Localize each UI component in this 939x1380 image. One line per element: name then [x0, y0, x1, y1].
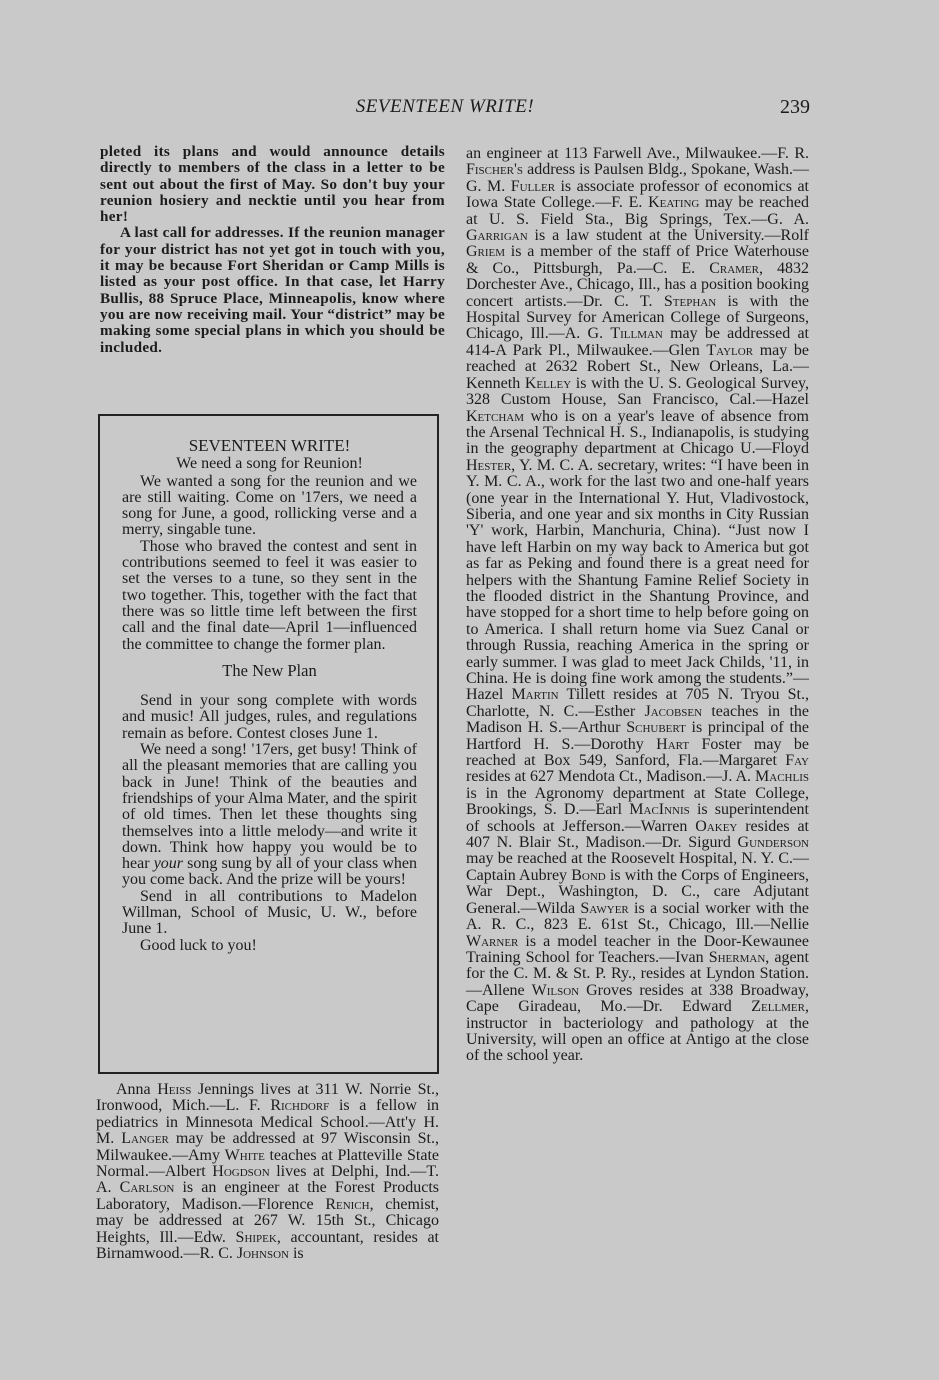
person-surname: Johnson: [236, 1245, 289, 1263]
text-run: is a fellow in pediatrics in Minnesota Medical School.—Att'y H. M.: [96, 1097, 440, 1148]
person-surname: Warner: [466, 932, 519, 950]
person-surname: MacInnis: [629, 801, 690, 819]
box-paragraph: Good luck to you!: [140, 936, 257, 954]
alumni-notes-right: [466, 146, 809, 1065]
text-run: resides at 627 Mendota Ct., Madison.—J. A.: [466, 768, 756, 786]
text-run: is with the Corps of Engineers, War Dept., Washington, D. C., care Adjutant General.—Wilda: [466, 866, 809, 917]
person-surname: Fischer's: [466, 161, 524, 179]
text-run: resides at 407 N. Blair St., Madison.—Dr. Sigurd: [466, 817, 810, 852]
person-surname: Sherman: [708, 948, 766, 966]
running-title: SEVENTEEN WRITE!: [355, 96, 535, 117]
person-surname: Heiss: [157, 1081, 192, 1098]
text-run: is a law student at the University.—Rolf: [527, 227, 809, 245]
text-run: is with the U. S. Geological Survey, 328 Custom House, San Francisco, Cal.—Hazel: [466, 374, 810, 409]
person-surname: Wilson: [531, 981, 580, 999]
text-run: is: [288, 1245, 304, 1263]
text-run: is a social worker with the A. R. C., 823 E. 61st St., Chicago, Ill.—Nellie: [466, 899, 809, 934]
text-run: may be reached at the Roosevelt Hospital, N. Y. C.—Captain Aubrey: [466, 850, 809, 884]
person-surname: Garrigan: [466, 227, 528, 245]
text-run: may be reached at U. S. Field Sta., Big Springs, Tex.—G. A.: [466, 194, 809, 228]
text-run: is with the Hospital Survey for American College of Surgeons, Chicago, Ill.—A. G.: [466, 292, 810, 343]
song-contest-content: [122, 438, 417, 954]
address-call-paragraph: A last call for addresses. If the reunion manager for your district has not yet got in touch with you, it may be because Fort Sheridan or Camp Mills is listed as your post office. In that case, let Harry Bullis, 88 Spruce Place, Minneapolis, know where you are now receiving mail. Your “district” may be making some special plans in which you should be included.: [100, 224, 445, 356]
box-paragraph: Send in all contributions to Madelon Willman, School of Music, U. W., before June 1.: [122, 887, 417, 938]
text-run: address is Paulsen Bldg., Spokane, Wash.—G. M.: [466, 161, 809, 195]
reunion-notice-paragraph: pleted its plans and would announce details directly to members of the class in a letter to be sent out about the first of May. So don't buy your reunion hosiery and necktie until you hear from her!: [100, 143, 445, 226]
text-run: , chemist, may be addressed at 267 W. 15th St., Chicago Heights, Ill.—Edw.: [96, 1195, 440, 1246]
person-surname: Hester: [466, 456, 512, 474]
person-surname: Fuller: [510, 177, 556, 195]
alumni-notes-paragraph: [96, 1082, 439, 1262]
person-surname: White: [224, 1146, 265, 1164]
person-surname: Hogdson: [212, 1163, 270, 1181]
text-run: lives at Delphi, Ind.—T. A.: [96, 1163, 440, 1197]
person-surname: Keating: [648, 194, 700, 212]
person-surname: Shipek: [235, 1228, 277, 1246]
song-contest-box: [98, 414, 439, 1074]
person-surname: Tillman: [610, 325, 663, 343]
new-plan-heading: The New Plan: [222, 660, 317, 680]
alumni-notes-left: [96, 1082, 439, 1262]
person-surname: Hart: [656, 735, 690, 753]
person-surname: Fay: [785, 752, 809, 770]
text-run: teaches at Platteville State Normal.—Albert: [96, 1146, 439, 1181]
person-surname: Ketcham: [466, 407, 524, 425]
text-run: who is on a year's leave of absence from the Arsenal Technical H. S., Indianapolis, is studying in the geography department at Chicago U.—Floyd: [466, 407, 809, 458]
person-surname: Machlis: [755, 768, 809, 786]
text-run: is superintendent of schools at Jefferson.—Warren: [466, 801, 809, 835]
text-run: may be reached at 2632 Robert St., New Orleans, La.—Kenneth: [466, 341, 809, 392]
text-run: , accountant, resides at Birnamwood.—R. C.: [96, 1228, 440, 1263]
text-run: is a member of the staff of Price Waterhouse & Co., Pittsburgh, Pa.—C. E.: [466, 243, 809, 277]
text-run: , 4832 Dorchester Ave., Chicago, Ill., has a position booking concert artists.—Dr. C. T.: [466, 259, 810, 310]
box-paragraph: We wanted a song for the reunion and we are still waiting. Come on '17ers, we need a song for June, a good, rollicking verse and a merry, singable tune.: [122, 472, 417, 539]
text-run: is in the Agronomy department at State College, Brookings, S. D.—Earl: [466, 784, 809, 819]
text-run: Tillett resides at 705 N. Tryou St., Charlotte, N. C.—Esther: [466, 686, 809, 720]
person-surname: Renich: [325, 1195, 370, 1213]
text-run: an engineer at 113 Farwell Ave., Milwaukee.—F. R.: [466, 145, 809, 162]
text-run: may be addressed at 97 Wisconsin St., Milwaukee.—Amy: [96, 1130, 439, 1164]
text-run: , Y. M. C. A. secretary, writes: “I have been in Y. M. C. A., work for the last two and one-half years (one year in the International Y. Hut, Vladivostock, Siberia, and one year and six months in City Russian 'Y' work, Harbin, Manchuria, China). “Just now I have left Harbin on my way back to America but got as far as Peking and found there is a great need for helpers with the Shantung Famine Relief Society in the flooded district in the Shantung Province, and have stopped for a short time to help before going on to America. I shall return home via Suez Canal or through Russia, reaching America in the spring or early summer. I was glad to meet Jack Childs, '11, in China. He is doing fine work among the students.”—Hazel: [466, 456, 809, 704]
person-surname: Bond: [571, 866, 606, 884]
box-paragraph: Send in your song complete with words and music! All judges, rules, and regulations remain as before. Contest closes June 1.: [122, 692, 417, 742]
text-run: is an engineer at the Forest Products Laboratory, Madison.—Florence: [96, 1179, 439, 1213]
person-surname: Oakey: [695, 817, 738, 835]
text-run: Groves resides at 338 Broadway, Cape Giradeau, Mo.—Dr. Edward: [466, 981, 809, 1016]
person-surname: Schubert: [626, 719, 686, 737]
person-surname: Zellmer: [751, 998, 805, 1016]
person-surname: Gunderson: [737, 834, 809, 852]
emphasis-text: your: [153, 855, 184, 873]
alumni-notes-paragraph: [466, 146, 809, 1065]
person-surname: Taylor: [706, 341, 754, 359]
person-surname: Jacobsen: [644, 702, 703, 720]
person-surname: Langer: [121, 1130, 169, 1148]
text-run: song sung by all of your class when you come back. And the prize will be yours!: [122, 855, 418, 889]
person-surname: Kelley: [524, 374, 572, 392]
box-subheading: We need a song for Reunion!: [176, 455, 363, 473]
text-run: may be addressed at 414-A Park Pl., Milwaukee.—Glen: [466, 325, 810, 359]
person-surname: Stephan: [663, 292, 717, 310]
text-run: is a model teacher in the Door-Kewaunee Training School for Teachers.—Ivan: [466, 932, 809, 966]
box-paragraph: Those who braved the contest and sent in contributions seemed to feel it was easier to set the verses to a tune, so they sent in the two together. This, together with the fact that there was so little time left between the first call and the final date—April 1—influenced the committee to change the former plan.: [122, 537, 417, 653]
text-run: Foster may be reached at Box 549, Sanford, Fla.—Margaret: [466, 735, 809, 770]
text-run: Jennings lives at 311 W. Norrie St., Ironwood, Mich.—L. F.: [96, 1081, 440, 1115]
text-run: , agent for the C. M. & St. P. Ry., resides at Lyndon Station.—Allene: [466, 948, 810, 999]
reunion-notice-column: [100, 144, 445, 356]
person-surname: Carlson: [119, 1179, 175, 1197]
person-surname: Martin: [511, 686, 559, 704]
page-number: 239: [780, 96, 810, 118]
box-paragraph: [122, 742, 417, 889]
text-run: is principal of the Hartford H. S.—Dorothy: [466, 719, 810, 753]
text-run: , instructor in bacteriology and pathology at the University, will open an office at Antigo at the close of the school year.: [466, 998, 809, 1065]
text-run: We need a song! '17ers, get busy! Think of all the pleasant memories that are calling you back in June! Think of the beauties and friendships of your Alma Mater, and the spirit of old times. Then let these thoughts sing themselves into a little melody—and write it down. Think how happy you would be to hear: [122, 741, 417, 873]
person-surname: Griem: [466, 243, 506, 261]
person-surname: Cramer: [709, 259, 759, 277]
box-heading: SEVENTEEN WRITE!: [188, 436, 351, 455]
text-run: is associate professor of economics at Iowa State College.—F. E.: [466, 177, 809, 212]
text-run: teaches in the Madison H. S.—Arthur: [466, 702, 810, 737]
person-surname: Sawyer: [580, 899, 629, 917]
text-run: Anna: [116, 1081, 158, 1098]
person-surname: Richdorf: [270, 1097, 330, 1115]
